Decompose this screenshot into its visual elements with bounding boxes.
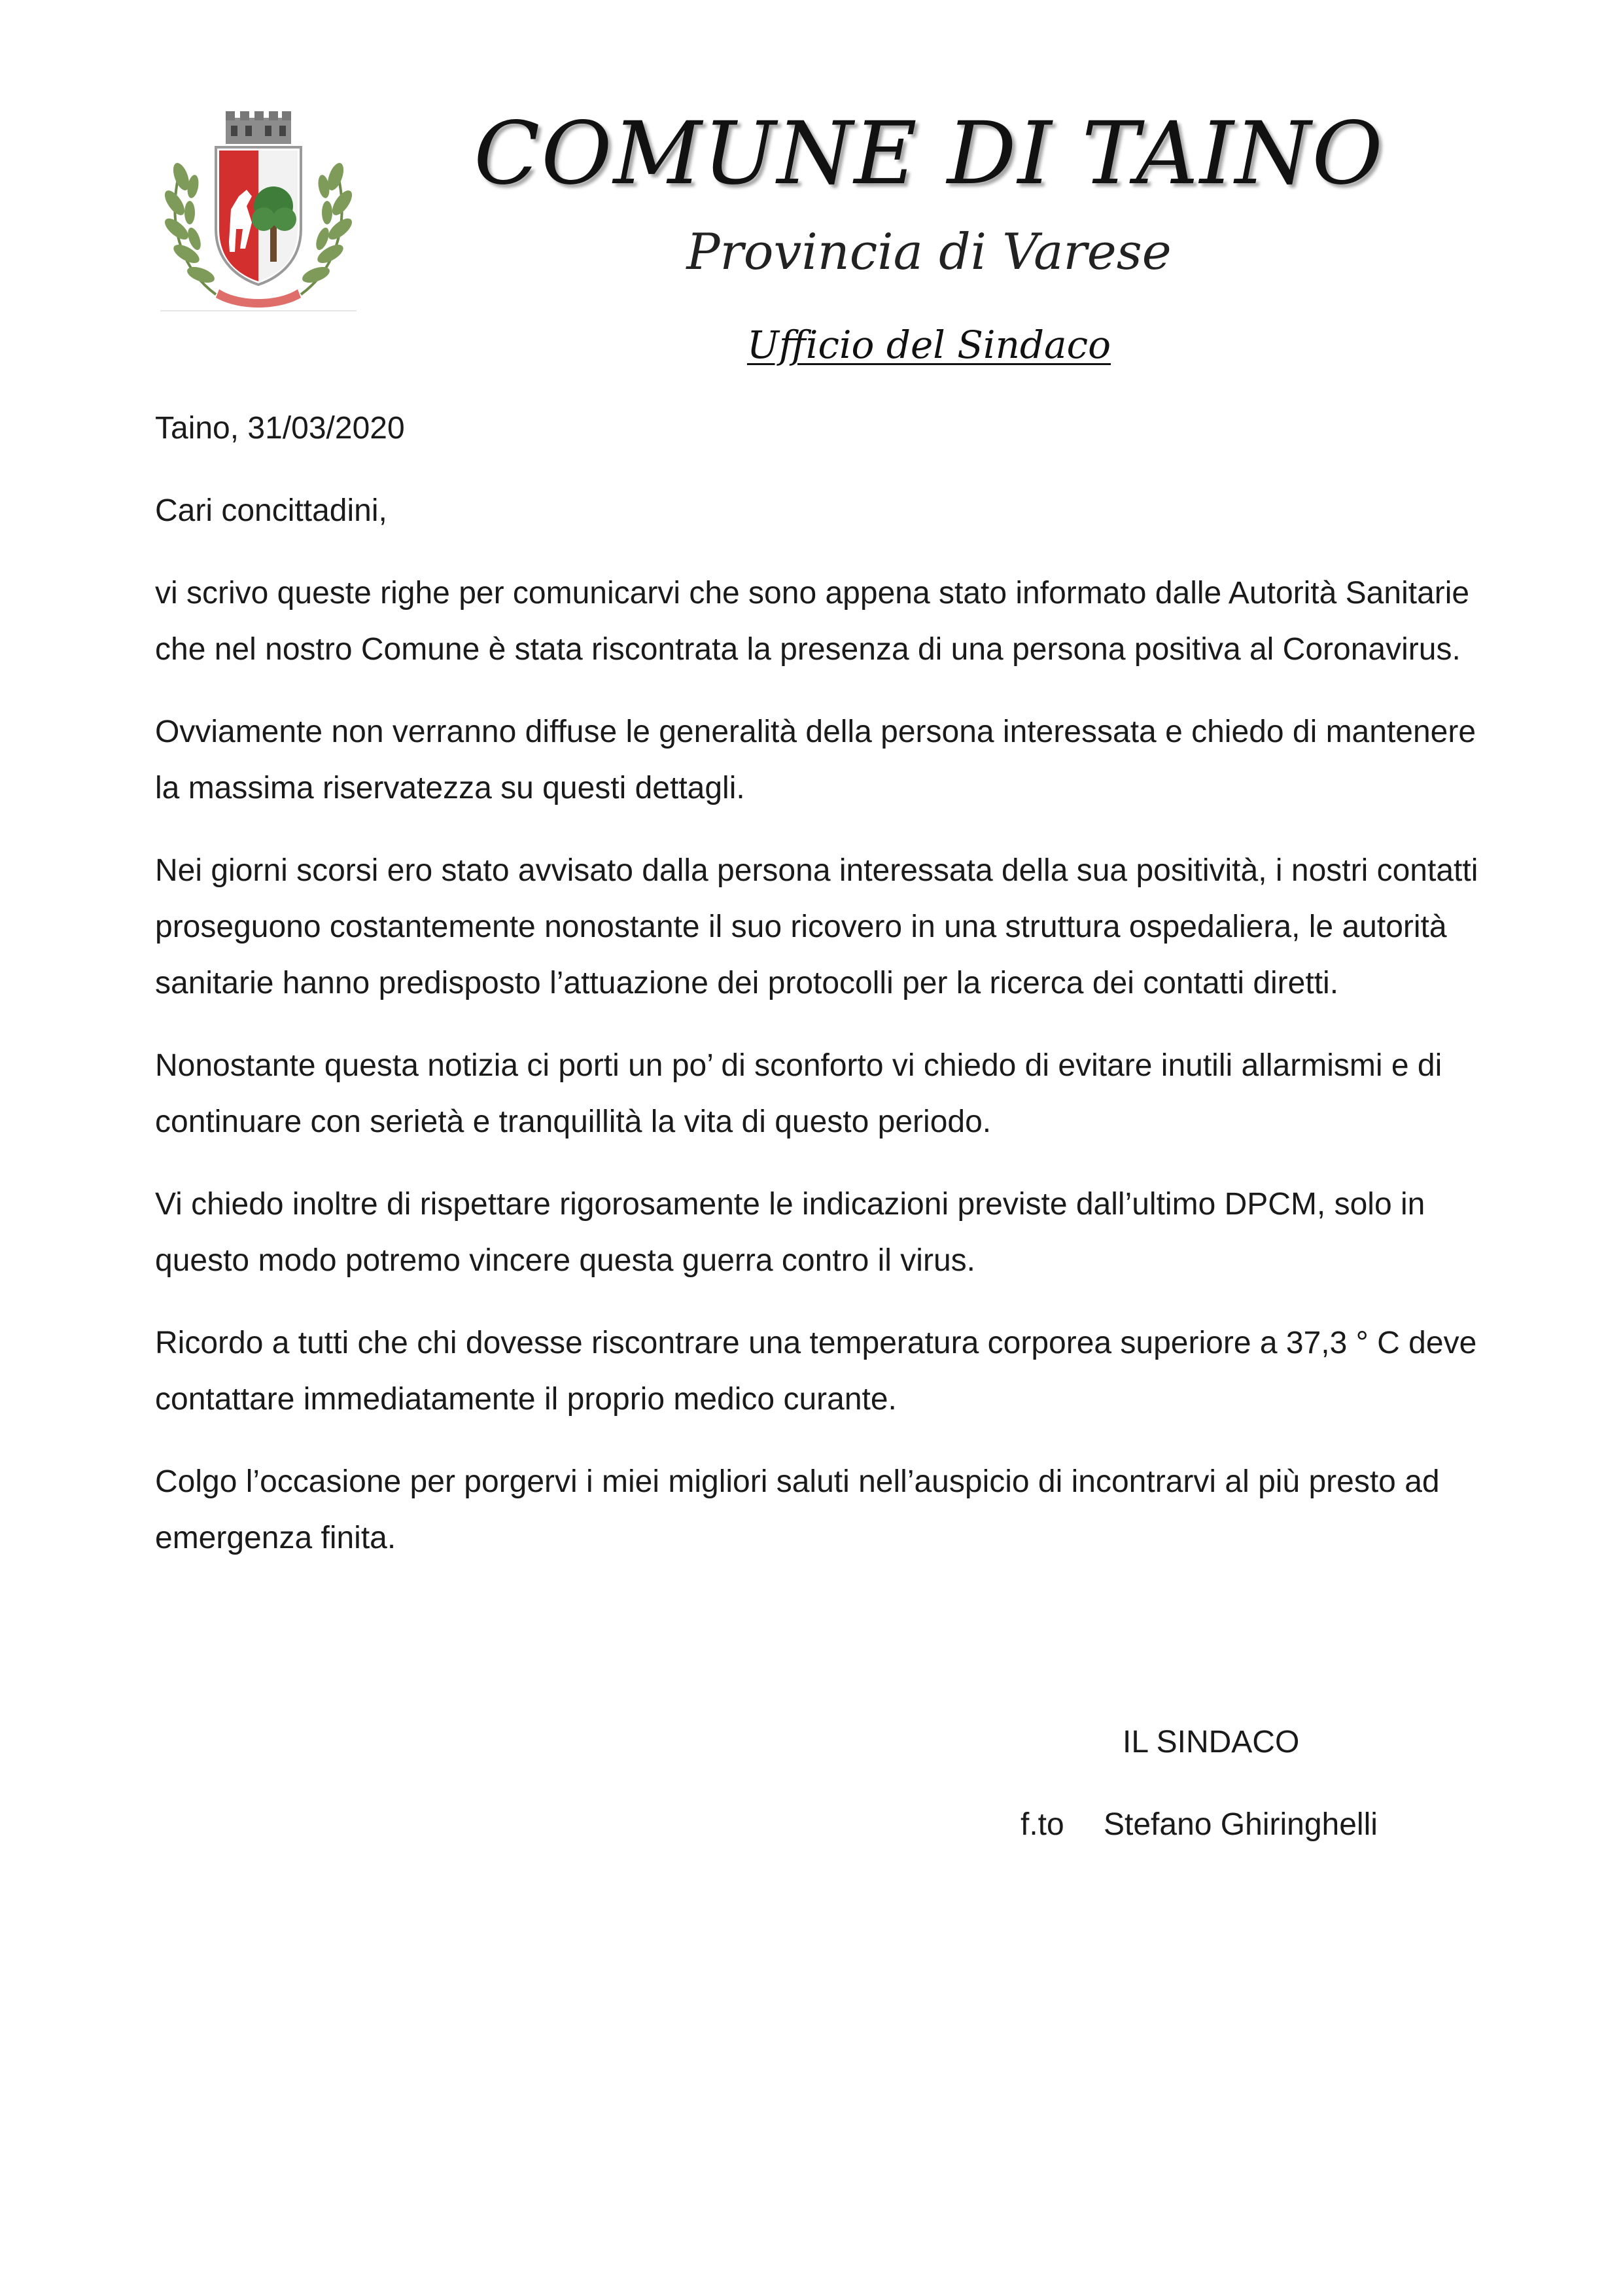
letter-paragraph-1: vi scrivo queste righe per comunicarvi che sono appena stato informato dalle Autorità Sanitarie che nel nostro Comune è stata riscontrata la presenza di una persona positiva al Coronavirus.	[155, 576, 1470, 667]
crest-underline	[160, 310, 357, 311]
letter-paragraph-5: Vi chiedo inoltre di rispettare rigorosamente le indicazioni previste dall’ultimo DPCM, solo in questo modo potremo vincere questa guerra contro il virus.	[155, 1187, 1425, 1278]
signature-prefix: f.to	[1021, 1807, 1064, 1842]
signature-block	[1021, 1714, 1478, 1853]
signature-name: Stefano Ghiringhelli	[1104, 1807, 1378, 1842]
letter-paragraph-2: Ovviamente non verranno diffuse le generalità della persona interessata e chiedo di mantenere la massima riservatezza su questi dettagli.	[155, 715, 1476, 805]
letter-paragraph-3: Nei giorni scorsi ero stato avvisato dalla persona interessata della sua positività, i nostri contatti proseguono costantemente nonostante il suo ricovero in una struttura ospedaliera, le autorità sanitarie hanno predisposto l’attuazione dei protocolli per la ricerca dei contatti diretti.	[155, 853, 1478, 1000]
letter-body	[155, 400, 1496, 1593]
page-title: COMUNE DI TAINO	[474, 103, 1384, 204]
letter-date: Taino, 31/03/2020	[155, 411, 405, 446]
letter-paragraph-7: Colgo l’occasione per porgervi i miei migliori saluti nell’auspicio di incontrarvi al più presto ad emergenza finita.	[155, 1464, 1440, 1555]
signature-line	[1021, 1797, 1478, 1853]
letter-salutation: Cari concittadini,	[155, 493, 387, 528]
letter-paragraph-6: Ricordo a tutti che chi dovesse riscontrare una temperatura corporea superiore a 37,3 ° C deve contattare immediatamente il proprio medico curante.	[155, 1326, 1477, 1417]
signature-title: IL SINDACO	[1123, 1725, 1300, 1759]
office-heading: Ufficio del Sindaco	[746, 323, 1111, 367]
letter-paragraph-4: Nonostante questa notizia ci porti un po’ di sconforto vi chiedo di evitare inutili allarmismi e di continuare con serietà e tranquillità la vita di questo periodo.	[155, 1048, 1442, 1139]
province-subtitle: Provincia di Varese	[686, 222, 1172, 281]
crest-logo	[154, 98, 363, 314]
